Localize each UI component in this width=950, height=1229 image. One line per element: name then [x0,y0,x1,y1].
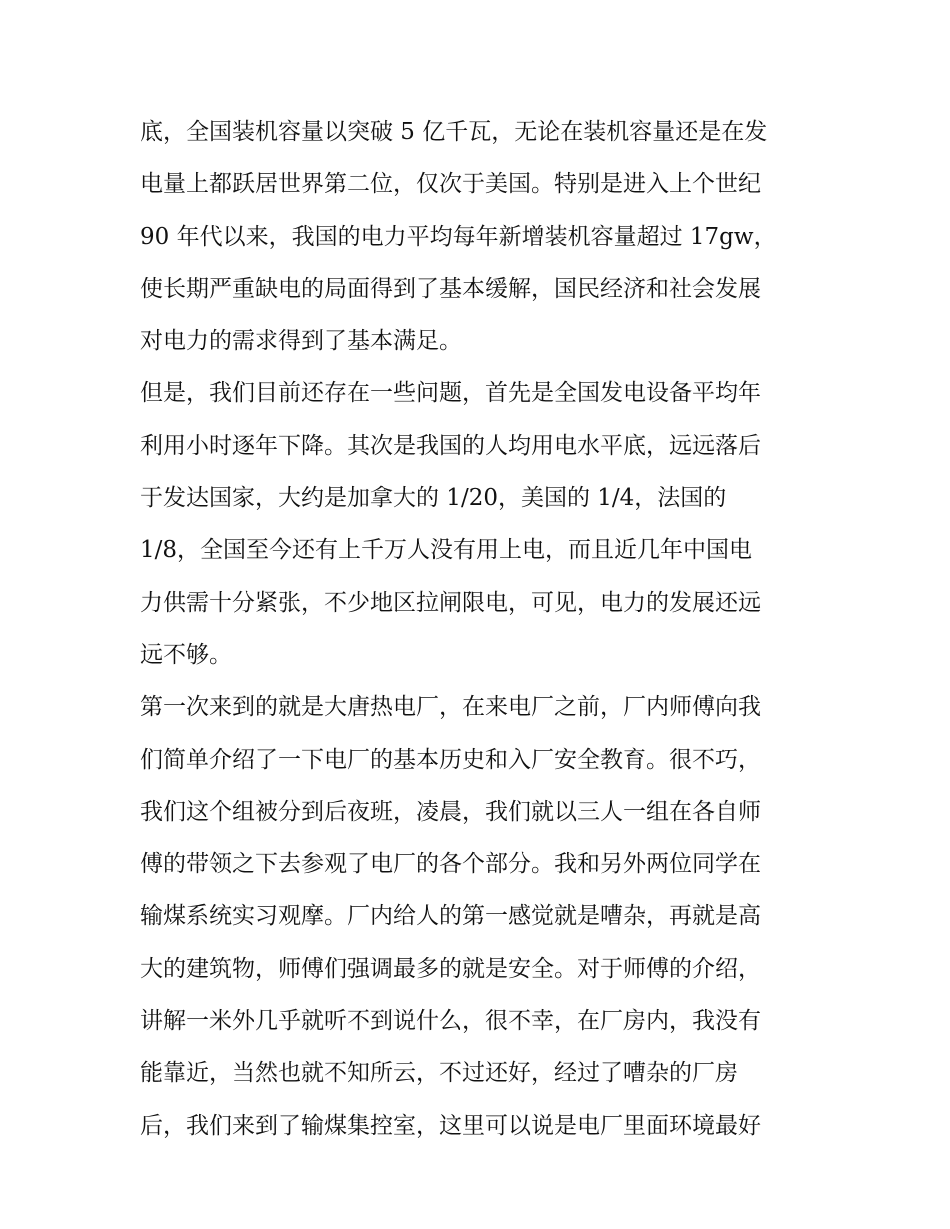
text-line: 远不够。 [140,641,232,668]
text-line: 讲解一米外几乎就听不到说什么，很不幸，在厂房内，我没有 [140,1008,761,1035]
text-line: 但是，我们目前还存在一些问题，首先是全国发电设备平均年 [140,380,761,407]
text-line: 力供需十分紧张，不少地区拉闸限电，可见，电力的发展还远 [140,589,761,616]
text-line: 于发达国家，大约是加拿大的 1/20，美国的 1/4，法国的 [140,485,727,512]
text-line: 后，我们来到了输煤集控室，这里可以说是电厂里面环境最好 [140,1112,761,1139]
text-line: 90 年代以来，我国的电力平均每年新增装机容量超过 17gw， [140,223,777,250]
text-line: 对电力的需求得到了基本满足。 [140,328,462,355]
text-line: 能靠近，当然也就不知所云，不过还好，经过了嘈杂的厂房 [140,1060,738,1087]
text-line: 1/8，全国至今还有上千万人没有用上电，而且近几年中国电 [140,537,753,564]
text-line: 利用小时逐年下降。其次是我国的人均用电水平底，远远落后 [140,432,761,459]
body-text [140,106,820,1152]
text-line: 使长期严重缺电的局面得到了基本缓解，国民经济和社会发展 [140,275,761,302]
text-line: 电量上都跃居世界第二位，仅次于美国。特别是进入上个世纪 [140,171,761,198]
text-line: 们简单介绍了一下电厂的基本历史和入厂安全教育。很不巧， [140,746,761,773]
text-line: 傅的带领之下去参观了电厂的各个部分。我和另外两位同学在 [140,851,761,878]
text-line: 第一次来到的就是大唐热电厂，在来电厂之前，厂内师傅向我 [140,694,761,721]
text-line: 我们这个组被分到后夜班，凌晨，我们就以三人一组在各自师 [140,798,761,825]
text-line: 底，全国装机容量以突破 5 亿千瓦，无论在装机容量还是在发 [140,119,768,145]
text-line: 大的建筑物，师傅们强调最多的就是安全。对于师傅的介绍， [140,955,761,982]
text-line: 输煤系统实习观摩。厂内给人的第一感觉就是嘈杂，再就是高 [140,903,761,930]
